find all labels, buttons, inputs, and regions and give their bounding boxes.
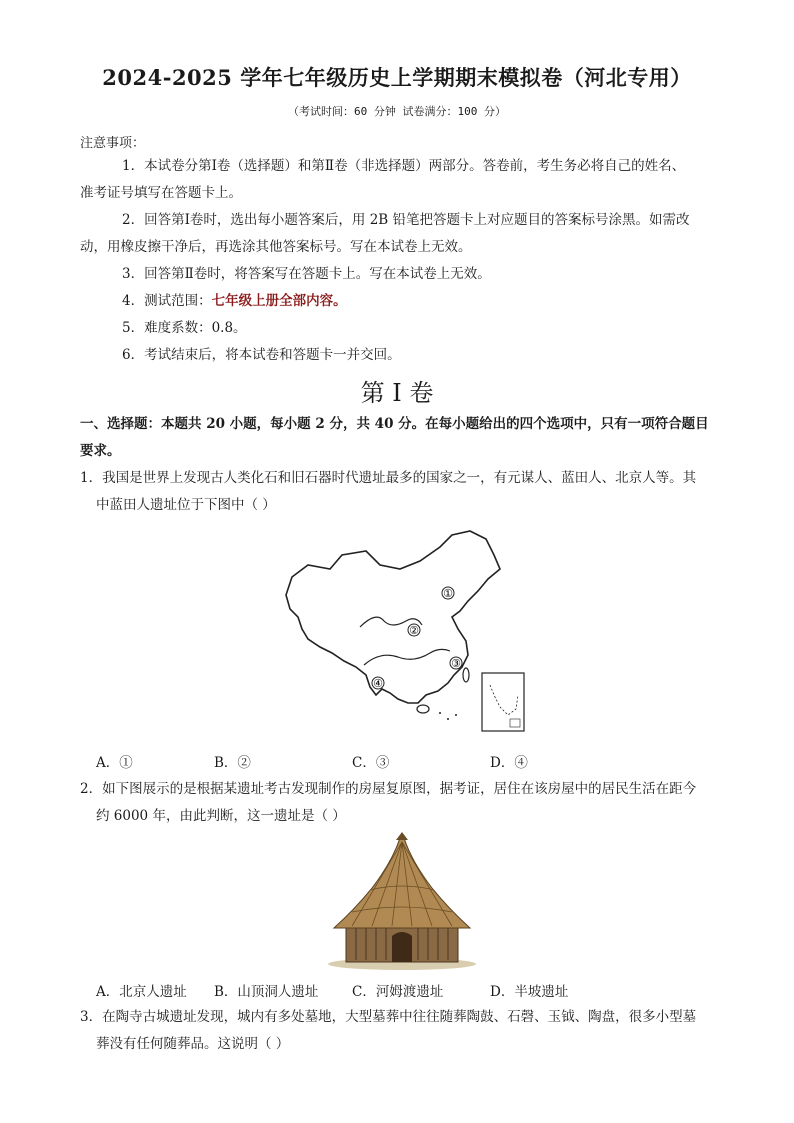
china-outline — [286, 531, 500, 703]
note-line: 5．难度系数：0.8。 — [122, 320, 247, 336]
south-sea-inset — [482, 673, 524, 731]
section-intro-line2: 要求。 — [80, 443, 121, 459]
note-line: 2．回答第Ⅰ卷时，选出每小题答案后，用 2B 铅笔把答题卡上对应题目的答案标号涂黑。如需改 — [122, 212, 690, 228]
q2-option-a[interactable]: A．北京人遗址 — [96, 984, 187, 1000]
island-dot — [455, 714, 457, 716]
section-title: 第 I 卷 — [360, 379, 434, 407]
notes-label: 注意事项： — [80, 136, 146, 151]
note-line: 动，用橡皮擦干净后，再选涂其他答案标号。写在本试卷上无效。 — [80, 239, 472, 255]
note-line: 准考证号填写在答题卡上。 — [80, 185, 242, 201]
hainan-island — [417, 705, 429, 713]
china-map-figure — [280, 525, 530, 735]
exam-title: 2024-2025 学年七年级历史上学期期末模拟卷（河北专用） — [102, 65, 692, 90]
q1-option-c[interactable]: C．③ — [352, 755, 390, 771]
question-1-line: 1．我国是世界上发现古人类化石和旧石器时代遗址最多的国家之一，有元谋人、蓝田人、北京人等。其 — [80, 470, 697, 486]
section-intro — [80, 414, 709, 434]
intro-emphasis: 四个选项中 — [519, 416, 588, 432]
taiwan-island — [463, 668, 469, 682]
inset-dash — [490, 685, 518, 715]
map-marker-label: ① — [443, 587, 453, 600]
q2-option-d[interactable]: D．半坡遗址 — [490, 984, 569, 1000]
exam-subtitle: （考试时间：60 分钟 试卷满分：100 分） — [288, 105, 506, 118]
hut-illustration — [322, 832, 482, 972]
scope-highlight: 七年级上册全部内容。 — [211, 293, 347, 309]
hut-door — [392, 932, 412, 962]
island-dot — [447, 718, 449, 720]
intro-text-end: ，只有一项符合题目 — [587, 416, 709, 432]
yangtze-river — [364, 649, 450, 665]
inset-legend — [510, 719, 520, 727]
hut-roof — [334, 838, 470, 928]
question-3-line: 3．在陶寺古城遗址发现，城内有多处墓地，大型墓葬中往往随葬陶鼓、石磬、玉钺、陶盘，很多小型墓 — [80, 1009, 697, 1025]
intro-heading: 一、选择题： — [80, 416, 161, 432]
q1-option-b[interactable]: B．② — [214, 755, 251, 771]
q1-option-d[interactable]: D．④ — [490, 755, 528, 771]
scope-prefix: 4．测试范围： — [122, 293, 212, 309]
question-2-line: 2．如下图展示的是根据某遗址考古发现制作的房屋复原图，据考证，居住在该房屋中的居民生活在距今 — [80, 781, 697, 797]
note-line-scope — [122, 291, 347, 311]
q2-option-b[interactable]: B．山顶洞人遗址 — [214, 984, 319, 1000]
map-marker-label: ② — [409, 624, 419, 637]
q1-option-a[interactable]: A．① — [96, 755, 133, 771]
intro-text: 本题共 20 小题，每小题 2 分，共 40 分。在每小题给出的 — [161, 416, 520, 432]
island-dot — [439, 712, 441, 714]
question-2-line: 约 6000 年，由此判断，这一遗址是（ ） — [96, 808, 346, 824]
question-1-line: 中蓝田人遗址位于下图中（ ） — [96, 497, 276, 513]
roof-top-knot — [396, 832, 408, 840]
note-line: 6．考试结束后，将本试卷和答题卡一并交回。 — [122, 347, 401, 363]
map-marker-label: ④ — [373, 677, 383, 690]
q2-option-c[interactable]: C．河姆渡遗址 — [352, 984, 444, 1000]
question-3-line: 葬没有任何随葬品。这说明（ ） — [96, 1036, 290, 1052]
map-marker-label: ③ — [451, 657, 461, 670]
note-line: 1．本试卷分第Ⅰ卷（选择题）和第Ⅱ卷（非选择题）两部分。答卷前，考生务必将自己的姓名、 — [122, 158, 686, 174]
note-line: 3．回答第Ⅱ卷时，将答案写在答题卡上。写在本试卷上无效。 — [122, 266, 491, 282]
